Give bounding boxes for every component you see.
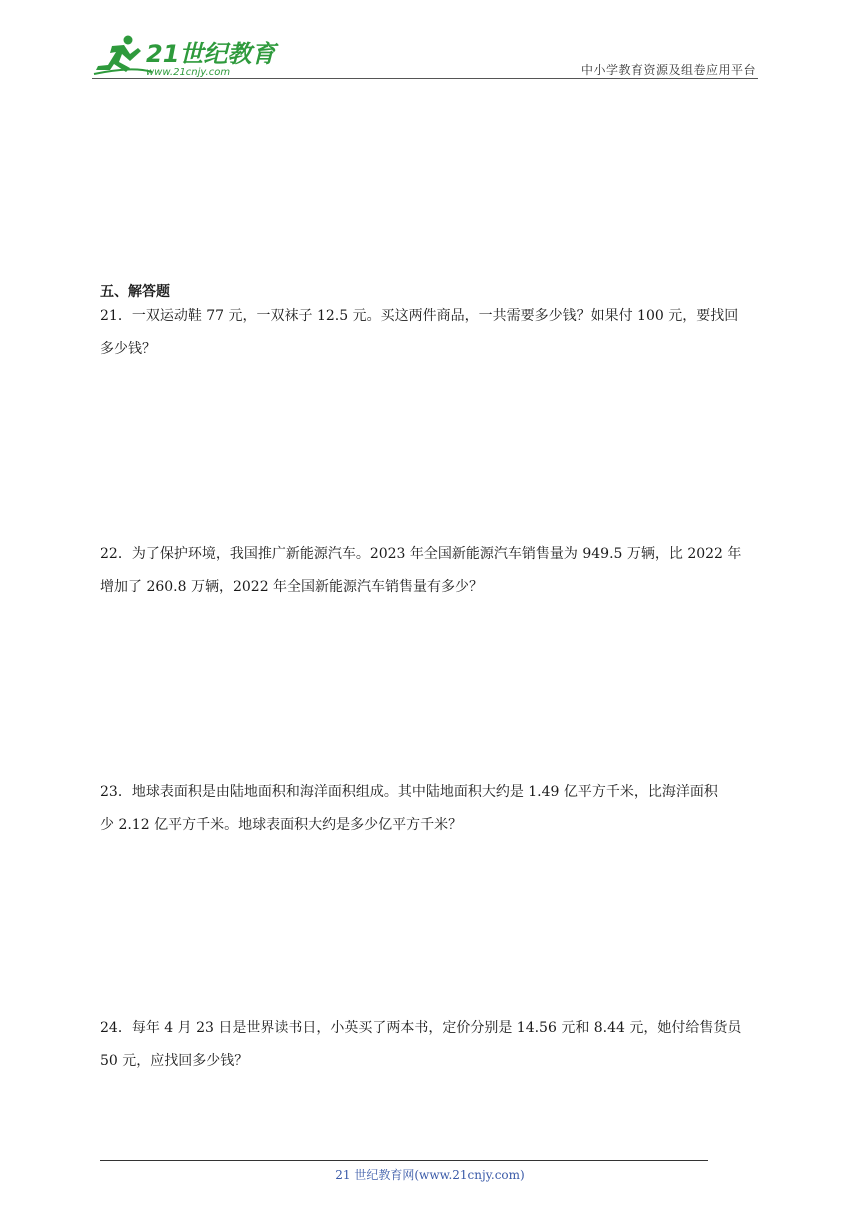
question-24	[100, 1012, 760, 1078]
platform-tagline: 中小学教育资源及组卷应用平台	[580, 63, 756, 77]
question-23	[100, 776, 760, 842]
question-line: 多少钱？	[100, 341, 156, 357]
question-line: 21．一双运动鞋 77 元，一双袜子 12.5 元。买这两件商品，一共需要多少钱？如果付 100 元，要找回	[100, 308, 739, 324]
question-line: 23．地球表面积是由陆地面积和海洋面积组成。其中陆地面积大约是 1.49 亿平方千米，比海洋面积	[100, 784, 718, 800]
question-line: 24．每年 4 月 23 日是世界读书日，小英买了两本书，定价分别是 14.56 元和 8.44 元，她付给售货员	[100, 1020, 742, 1036]
question-line: 少 2.12 亿平方千米。地球表面积大约是多少亿平方千米？	[100, 817, 463, 833]
site-logo[interactable]	[92, 32, 276, 78]
footer-link[interactable]: 21 世纪教育网(www.21cnjy.com)	[335, 1168, 525, 1182]
header-divider	[92, 78, 758, 79]
question-line: 增加了 260.8 万辆，2022 年全国新能源汽车销售量有多少？	[100, 579, 484, 595]
svg-text:www.21cnjy.com: www.21cnjy.com	[146, 67, 231, 78]
runner-logo-icon	[92, 32, 276, 78]
section-title: 五、解答题	[100, 284, 170, 300]
question-21	[100, 300, 760, 366]
question-22	[100, 538, 760, 604]
question-line: 22．为了保护环境，我国推广新能源汽车。2023 年全国新能源汽车销售量为 949.5 万辆，比 2022 年	[100, 546, 742, 562]
page-header	[0, 0, 860, 90]
footer-divider	[100, 1160, 708, 1161]
question-line: 50 元，应找回多少钱？	[100, 1053, 249, 1069]
svg-text:21世纪教育: 21世纪教育	[146, 40, 276, 68]
